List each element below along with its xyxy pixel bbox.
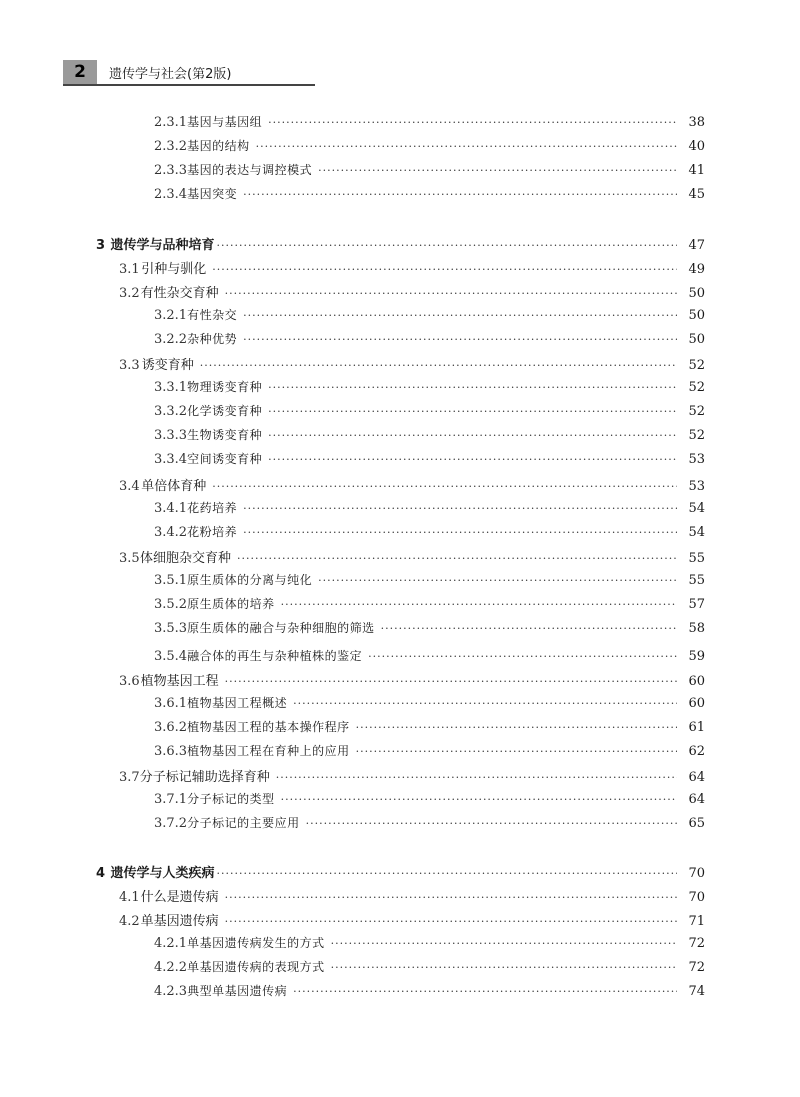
toc-entry-page: 60 [688,696,705,711]
toc-entry-number: 3.5.1 [154,573,188,588]
toc-entry-title: 单倍体育种 [141,479,207,494]
dot-leader [331,961,677,974]
toc-entry[interactable] [154,571,705,591]
dot-leader [225,915,677,928]
dot-leader [225,287,677,300]
toc-entry[interactable] [119,475,705,495]
toc-entry[interactable] [119,766,705,786]
toc-entry-number: 3.5.4 [154,649,188,664]
toc-entry-page: 50 [688,308,705,323]
toc-entry-number: 2.3.1 [154,115,188,130]
toc-entry-number: 3.5.3 [154,621,188,636]
toc-entry-page: 54 [688,525,705,540]
dot-leader [331,937,677,950]
toc-entry[interactable] [154,523,705,543]
toc-entry-number: 3.5 [119,551,140,566]
toc-entry[interactable] [154,161,705,181]
dot-leader [200,359,677,372]
dot-leader [212,480,677,493]
toc-entry-title: 花粉培养 [187,525,238,539]
toc-entry-number: 4.2.3 [154,984,188,999]
toc-entry-page: 62 [688,744,705,759]
toc-entry-number: 3.6 [119,674,140,689]
toc-entry-number: 3.6.3 [154,744,188,759]
toc-chapter-entry[interactable] [96,234,705,254]
toc-entry[interactable] [154,137,705,157]
dot-leader [256,140,677,153]
toc-entry-page: 60 [688,674,705,689]
toc-entry-title: 诱变育种 [141,358,194,373]
toc-entry-title: 植物基因工程的基本操作程序 [187,720,350,734]
toc-entry-number: 3 [96,238,106,253]
dot-leader [293,985,677,998]
toc-entry[interactable] [154,814,705,834]
book-title: 遗传学与社会(第2版) [109,66,232,82]
toc-entry-page: 58 [688,621,705,636]
toc-entry-page: 54 [688,501,705,516]
toc-entry-number: 3.5.2 [154,597,188,612]
dot-leader [243,333,677,346]
dot-leader [356,745,677,758]
toc-entry-page: 65 [688,816,705,831]
toc-entry-number: 4.2.2 [154,960,188,975]
toc-entry-page: 64 [688,792,705,807]
toc-entry[interactable] [154,647,705,667]
dot-leader [268,405,677,418]
toc-entry[interactable] [154,499,705,519]
toc-entry[interactable] [154,694,705,714]
toc-entry-title: 原生质体的融合与杂种细胞的筛选 [187,621,375,635]
toc-entry-title: 空间诱变育种 [187,452,263,466]
page-number: 2 [63,60,97,84]
toc-entry-page: 38 [688,115,705,130]
dot-leader [356,721,677,734]
toc-entry-title: 植物基因工程 [140,674,219,689]
toc-entry-title: 有性杂交 [187,308,238,322]
toc-entry-number: 2.3.2 [154,139,188,154]
toc-entry-title: 分子标记的主要应用 [187,816,300,830]
toc-entry-number: 3.2.1 [154,308,188,323]
toc-entry[interactable] [119,354,705,374]
toc-entry-title: 单基因遗传病发生的方式 [187,936,325,950]
toc-entry-page: 72 [688,936,705,951]
toc-entry[interactable] [119,282,705,302]
toc-entry-title: 植物基因工程概述 [187,696,288,710]
toc-entry-title: 单基因遗传病 [140,914,219,929]
toc-entry-title: 遗传学与人类疾病 [110,866,215,881]
toc-entry-number: 2.3.4 [154,187,188,202]
toc-entry[interactable] [119,547,705,567]
toc-entry-page: 49 [688,262,705,277]
toc-entry-number: 3.3.2 [154,404,188,419]
dot-leader [306,817,677,830]
toc-entry-title: 什么是遗传病 [140,890,219,905]
toc-entry[interactable] [154,306,705,326]
toc-entry-number: 2.3.3 [154,163,188,178]
toc-entry-number: 3.3 [119,358,140,373]
toc-entry[interactable] [154,982,705,1002]
toc-entry-number: 3.6.1 [154,696,188,711]
toc-entry-title: 融合体的再生与杂种植株的鉴定 [187,649,363,663]
toc-entry-title: 有性杂交育种 [140,286,219,301]
toc-entry-page: 41 [688,163,705,178]
toc-entry-page: 52 [688,428,705,443]
toc-entry-title: 基因与基因组 [187,115,263,129]
dot-leader [368,650,677,663]
toc-entry-page: 50 [688,286,705,301]
toc-entry-title: 原生质体的分离与纯化 [187,573,313,587]
toc-entry-title: 分子标记的类型 [187,792,275,806]
toc-entry-number: 3.2.2 [154,332,188,347]
toc-entry[interactable] [154,742,705,762]
toc-entry[interactable] [119,670,705,690]
toc-entry-page: 47 [688,238,705,253]
toc-entry[interactable] [119,258,705,278]
toc-entry-title: 生物诱变育种 [187,428,263,442]
toc-entry-page: 55 [688,573,705,588]
toc-entry-title: 引种与驯化 [141,262,207,277]
toc-entry-number: 3.3.1 [154,380,188,395]
toc-entry-number: 3.3.4 [154,452,188,467]
toc-entry[interactable] [154,718,705,738]
dot-leader [225,891,677,904]
toc-entry-title: 体细胞杂交育种 [140,551,232,566]
toc-entry-page: 64 [688,770,705,785]
toc-entry-title: 植物基因工程在育种上的应用 [187,744,350,758]
toc-entry-page: 52 [688,358,705,373]
dot-leader [276,771,677,784]
dot-leader [243,188,677,201]
dot-leader [268,116,677,129]
dot-leader [212,263,677,276]
toc-entry[interactable] [154,185,705,205]
toc-entry-page: 40 [688,139,705,154]
dot-leader [268,429,677,442]
toc-entry-title: 单基因遗传病的表现方式 [187,960,325,974]
toc-entry-number: 4.1 [119,890,140,905]
dot-leader [237,552,677,565]
toc-entry-title: 分子标记辅助选择育种 [139,770,270,785]
dot-leader [243,502,677,515]
toc-entry-number: 3.6.2 [154,720,188,735]
toc-entry-page: 61 [688,720,705,735]
toc-entry-number: 4 [96,866,106,881]
toc-entry-number: 3.7.2 [154,816,188,831]
toc-entry[interactable] [154,426,705,446]
toc-entry[interactable] [154,113,705,133]
dot-leader [216,239,677,252]
toc-entry[interactable] [119,910,705,930]
toc-entry-title: 基因的结构 [187,139,250,153]
toc-entry-title: 典型单基因遗传病 [187,984,288,998]
toc-entry[interactable] [154,595,705,615]
dot-leader [281,793,677,806]
toc-entry-number: 4.2 [119,914,140,929]
toc-entry-page: 52 [688,404,705,419]
toc-entry-number: 3.4 [119,479,140,494]
toc-entry-number: 3.7.1 [154,792,188,807]
toc-entry[interactable] [154,378,705,398]
toc-entry-number: 3.4.1 [154,501,188,516]
dot-leader [225,675,677,688]
toc-entry-number: 4.2.1 [154,936,188,951]
toc-entry[interactable] [154,330,705,350]
toc-entry[interactable] [154,619,705,639]
toc-entry-title: 基因的表达与调控模式 [187,163,313,177]
toc-entry[interactable] [154,790,705,810]
toc-entry-title: 花药培养 [187,501,238,515]
toc-entry-page: 57 [688,597,705,612]
toc-entry-title: 物理诱变育种 [187,380,263,394]
toc-entry-page: 59 [688,649,705,664]
toc-entry-number: 3.2 [119,286,140,301]
toc-entry[interactable] [119,886,705,906]
toc-entry-page: 50 [688,332,705,347]
dot-leader [318,574,677,587]
dot-leader [268,453,677,466]
toc-entry-page: 53 [688,479,705,494]
dot-leader [381,622,677,635]
toc-entry-number: 3.7 [119,770,140,785]
toc-entry-page: 70 [688,890,705,905]
toc-entry-title: 遗传学与品种培育 [110,238,215,253]
toc-entry-page: 71 [688,914,705,929]
toc-entry-page: 74 [688,984,705,999]
dot-leader [216,867,677,880]
toc-entry-page: 55 [688,551,705,566]
dot-leader [281,598,677,611]
dot-leader [243,526,677,539]
toc-entry-title: 原生质体的培养 [187,597,275,611]
toc-entry[interactable] [154,934,705,954]
dot-leader [318,164,677,177]
dot-leader [268,381,677,394]
toc-entry[interactable] [154,450,705,470]
toc-entry-number: 3.4.2 [154,525,188,540]
toc-entry-number: 3.1 [119,262,140,277]
toc-entry-page: 52 [688,380,705,395]
toc-entry-title: 杂种优势 [187,332,238,346]
toc-chapter-entry[interactable] [96,862,705,882]
toc-entry[interactable] [154,958,705,978]
toc-entry-page: 70 [688,866,705,881]
dot-leader [243,309,677,322]
toc-entry-number: 3.3.3 [154,428,188,443]
toc-entry-page: 72 [688,960,705,975]
toc-entry[interactable] [154,402,705,422]
dot-leader [293,697,677,710]
toc-entry-page: 45 [688,187,705,202]
toc-entry-title: 基因突变 [187,187,238,201]
toc-entry-title: 化学诱变育种 [187,404,263,418]
toc-entry-page: 53 [688,452,705,467]
